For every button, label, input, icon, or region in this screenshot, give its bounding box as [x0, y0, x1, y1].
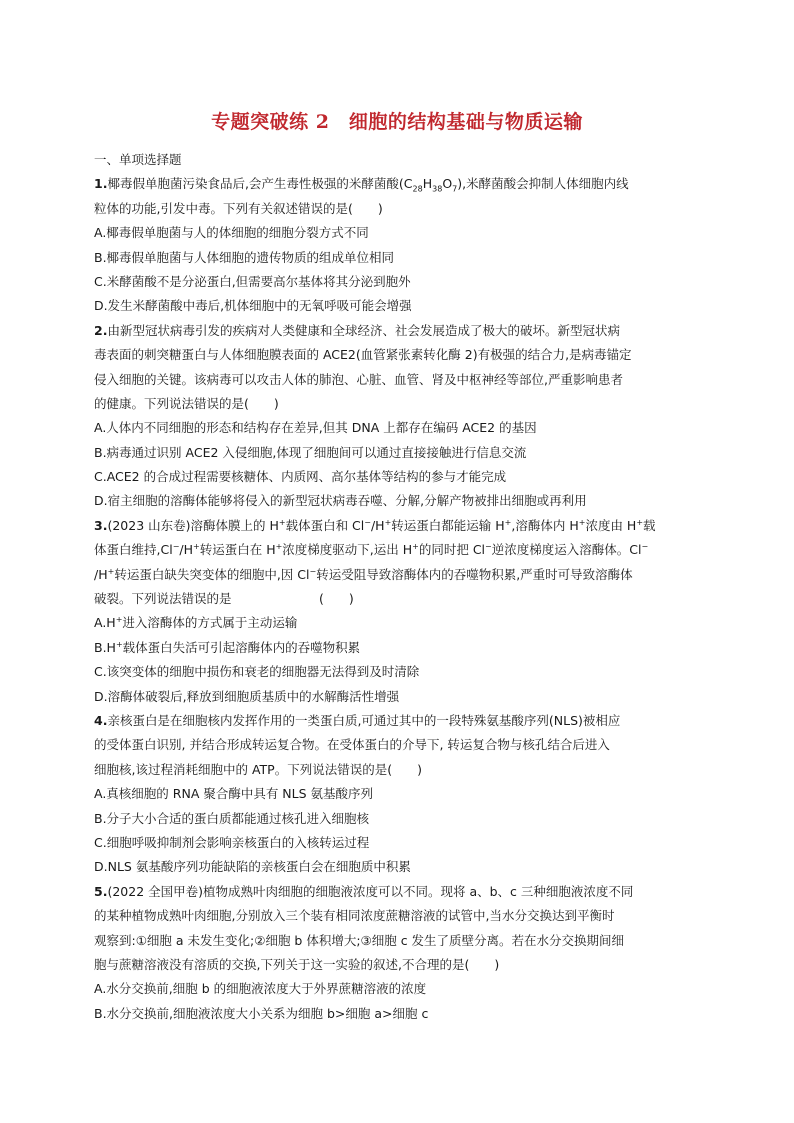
question-list [94, 148, 702, 1026]
question-3-number: 3. [94, 517, 108, 533]
question-4-stem-line-1: 4.亲核蛋白是在细胞核内发挥作用的一类蛋白质,可通过其中的一段特殊氨基酸序列(NLS)被相应 [94, 712, 621, 728]
question-3-option-c: C.该突变体的细胞中损伤和衰老的细胞器无法得到及时清除 [94, 664, 420, 680]
question-2-stem-line-3: 侵入细胞的关键。该病毒可以攻击人体的肺泡、心脏、血管、肾及中枢神经等部位,严重影响患者 [94, 371, 623, 387]
question-1-stem-line-1: 1.椰毒假单胞菌污染食品后,会产生毒性极强的米酵菌酸$(C_{28}H_{38}O_7)$,米酵菌酸会抑制人体细胞内线 [94, 176, 629, 194]
question-4-option-b: B.分子大小合适的蛋白质都能通过核孔进入细胞核 [94, 810, 370, 826]
question-1-option-b: B.椰毒假单胞菌与人体细胞的遗传物质的组成单位相同 [94, 249, 395, 265]
question-3-stem-line-1: 3.(2023 山东卷)溶酶体膜上的 H+载体蛋白和 Cl−/H+转运蛋白都能运输 H+,溶酶体内 H+浓度由 H+载 [94, 517, 656, 533]
question-2-stem-line-2: 毒表面的刺突糖蛋白与人体细胞膜表面的 ACE2(血管紧张素转化酶 2)有极强的结合力,是病毒锚定 [94, 347, 632, 363]
question-5-stem-line-4: 胞与蔗糖溶液没有溶质的交换,下列关于这一实验的叙述,不合理的是( ) [94, 956, 500, 972]
question-3-option-d: D.溶酶体破裂后,释放到细胞质基质中的水解酶活性增强 [94, 688, 400, 704]
question-5-option-a: A.水分交换前,细胞 b 的细胞液浓度大于外界蔗糖溶液的浓度 [94, 981, 427, 997]
question-5-option-b: B.水分交换前,细胞液浓度大小关系为细胞 b>细胞 a>细胞 c [94, 1005, 429, 1021]
question-2-option-d: D.宿主细胞的溶酶体能够将侵入的新型冠状病毒吞噬、分解,分解产物被排出细胞或再利用 [94, 493, 587, 509]
question-4-option-a: A.真核细胞的 RNA 聚合酶中具有 NLS 氨基酸序列 [94, 786, 374, 802]
question-4-stem-line-3: 细胞核,该过程消耗细胞中的 ATP。下列说法错误的是( ) [94, 761, 422, 777]
question-4-option-d: D.NLS 氨基酸序列功能缺陷的亲核蛋白会在细胞质中积累 [94, 859, 411, 875]
question-5-stem-line-3: 观察到:①细胞 a 未发生变化;②细胞 b 体积增大;③细胞 c 发生了质壁分离。若在水分交换期间细 [94, 932, 625, 948]
question-3-stem-line-2: 体蛋白维持,Cl−/H+转运蛋白在 H+浓度梯度驱动下,运出 H+的同时把 Cl−逆浓度梯度运入溶酶体。Cl− [94, 542, 649, 558]
question-1-option-d: D.发生米酵菌酸中毒后,机体细胞中的无氧呼吸可能会增强 [94, 298, 412, 314]
question-3-option-b: B.H+载体蛋白失活可引起溶酶体内的吞噬物积累 [94, 639, 361, 655]
question-2-option-c: C.ACE2 的合成过程需要核糖体、内质网、高尔基体等结构的参与才能完成 [94, 469, 507, 485]
question-4-option-c: C.细胞呼吸抑制剂会影响亲核蛋白的入核转运过程 [94, 834, 370, 850]
question-2-stem-line-1: 2.由新型冠状病毒引发的疾病对人类健康和全球经济、社会发展造成了极大的破坏。新型冠状病 [94, 322, 620, 338]
page-title: 专题突破练 2 细胞的结构基础与物质运输 [211, 111, 583, 133]
question-2-option-a: A.人体内不同细胞的形态和结构存在差异,但其 DNA 上都存在编码 ACE2 的基因 [94, 420, 537, 436]
question-1-option-a: A.椰毒假单胞菌与人的体细胞的细胞分裂方式不同 [94, 225, 369, 241]
question-2-stem-line-4: 的健康。下列说法错误的是( ) [94, 395, 279, 411]
question-1-option-c: C.米酵菌酸不是分泌蛋白,但需要高尔基体将其分泌到胞外 [94, 273, 411, 289]
question-3-stem-line-4: 破裂。下列说法错误的是 ( ) [94, 591, 354, 607]
section-heading: 一、单项选择题 [94, 152, 182, 167]
question-5-stem-line-1: 5.(2022 全国甲卷)植物成熟叶肉细胞的细胞液浓度可以不同。现将 a、b、c 三种细胞液浓度不同 [94, 883, 634, 899]
question-1-stem-line-2: 粒体的功能,引发中毒。下列有关叙述错误的是( ) [94, 200, 383, 216]
question-4-number: 4. [94, 712, 108, 728]
question-3-stem-line-3: /H+转运蛋白缺失突变体的细胞中,因 Cl−转运受阻导致溶酶体内的吞噬物积累,严重时可导致溶酶体 [94, 566, 633, 582]
question-2-option-b: B.病毒通过识别 ACE2 入侵细胞,体现了细胞间可以通过直接接触进行信息交流 [94, 444, 527, 460]
question-1-number: 1. [94, 176, 108, 192]
question-3-option-a: A.H+进入溶酶体的方式属于主动运输 [94, 615, 298, 631]
question-2-number: 2. [94, 322, 108, 338]
question-4-stem-line-2: 的受体蛋白识别, 并结合形成转运复合物。在受体蛋白的介导下, 转运复合物与核孔结合后进入 [94, 737, 610, 753]
question-5-stem-line-2: 的某种植物成熟叶肉细胞,分别放入三个装有相同浓度蔗糖溶液的试管中,当水分交换达到平衡时 [94, 908, 615, 924]
question-5-number: 5. [94, 883, 108, 899]
